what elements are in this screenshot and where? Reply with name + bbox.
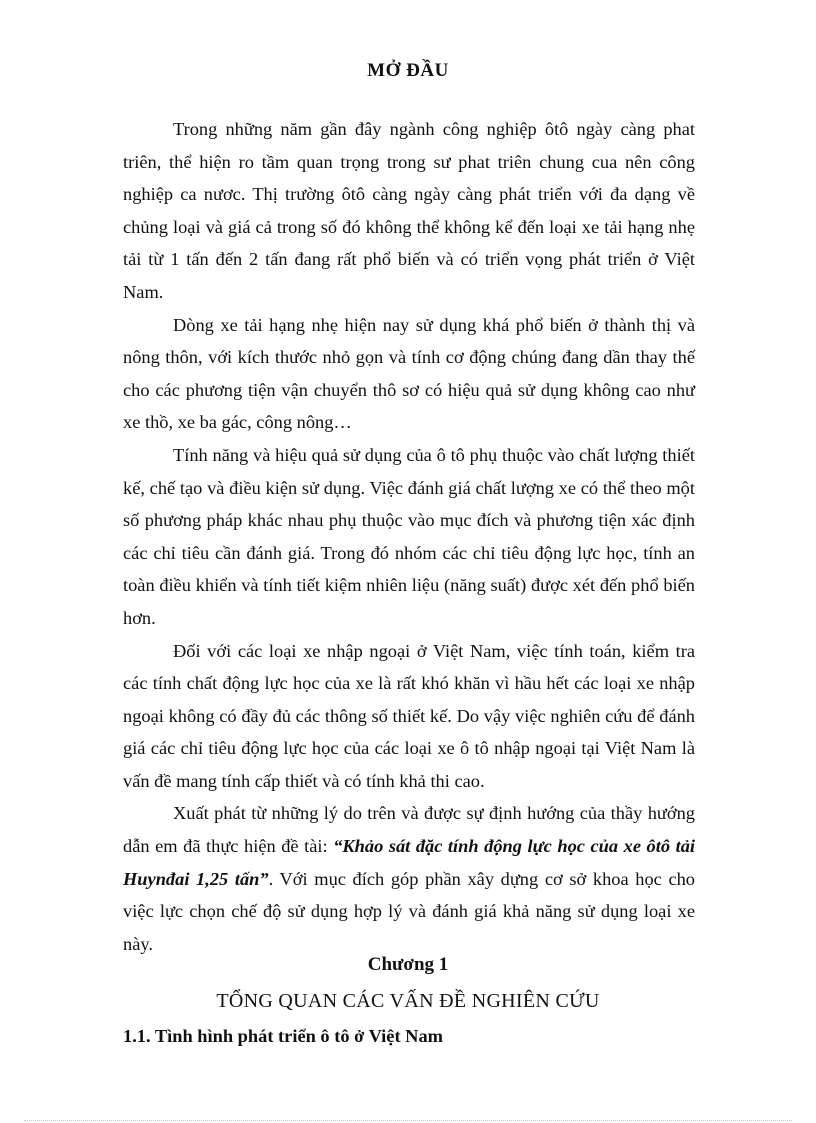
paragraph-4: Đối với các loại xe nhập ngoại ở Việt Nam, việc tính toán, kiểm tra các tính chất động lực học của xe là rất khó khăn vì hầu hết các loại xe nhập ngoại không có đầy đủ các thông số thiết kế. Do vậy việc nghiên cứu để đánh giá các chỉ tiêu động lực học của các loại xe ô tô nhập ngoại tại Việt Nam là vấn đề mang tính cấp thiết và có tính khả thi cao. [123, 640, 695, 791]
chapter-title: TỔNG QUAN CÁC VẤN ĐỀ NGHIÊN CỨU [216, 990, 600, 1012]
paragraph-5 [123, 797, 695, 960]
paragraph-5-intro: Xuất phát từ những lý do trên và được sự định hướng của thầy hướng dẫn em đã thực hiện đề tài: [123, 803, 695, 857]
document-title: MỞ ĐẦU [367, 60, 449, 81]
paragraph-2: Dòng xe tải hạng nhẹ hiện nay sử dụng khá phổ biến ở thành thị và nông thôn, với kích thước nhỏ gọn và tính cơ động chúng đang dần thay thế cho các phương tiện vận chuyển thô sơ có hiệu quả sử dụng không cao như xe thồ, xe ba gác, công nông… [123, 314, 695, 433]
page-bottom-edge [24, 1120, 792, 1121]
paragraph-1: Trong những năm gần đây ngành công nghiệp ôtô ngày càng phat triên, thể hiện ro tầm quan trọng trong sư phat triên chung cua nên công nghiệp ca nươc. Thị trường ôtô càng ngày càng phát triển với đa dạng về chủng loại và giá cả trong số đó không thể không kể đến loại xe tải hạng nhẹ tải từ 1 tấn đến 2 tấn đang rất phổ biến và có triển vọng phát triển ở Việt Nam. [123, 119, 695, 302]
section-heading: 1.1. Tình hình phát triển ô tô ở Việt Nam [123, 1026, 443, 1046]
paragraph-3: Tính năng và hiệu quả sử dụng của ô tô phụ thuộc vào chất lượng thiết kế, chế tạo và điều kiện sử dụng. Việc đánh giá chất lượng xe có thể theo một số phương pháp khác nhau phụ thuộc vào mục đích và phương tiện xác định các chỉ tiêu cần đánh giá. Trong đó nhóm các chỉ tiêu động lực học, tính an toàn điều khiển và tính tiết kiệm nhiên liệu (năng suất) được xét đến phổ biến hơn. [123, 444, 695, 628]
paragraph-5-rest: . Với mục đích góp phần xây dựng cơ sở khoa học cho việc lực chọn chế độ sử dụng hợp lý và đánh giá khả năng sử dụng loại xe này. [123, 868, 695, 954]
body-text [123, 113, 695, 960]
thesis-topic: “Khảo sát đặc tính động lực học của xe ôtô tải Huynđai 1,25 tấn” [123, 836, 696, 889]
chapter-label: Chương 1 [367, 954, 449, 975]
